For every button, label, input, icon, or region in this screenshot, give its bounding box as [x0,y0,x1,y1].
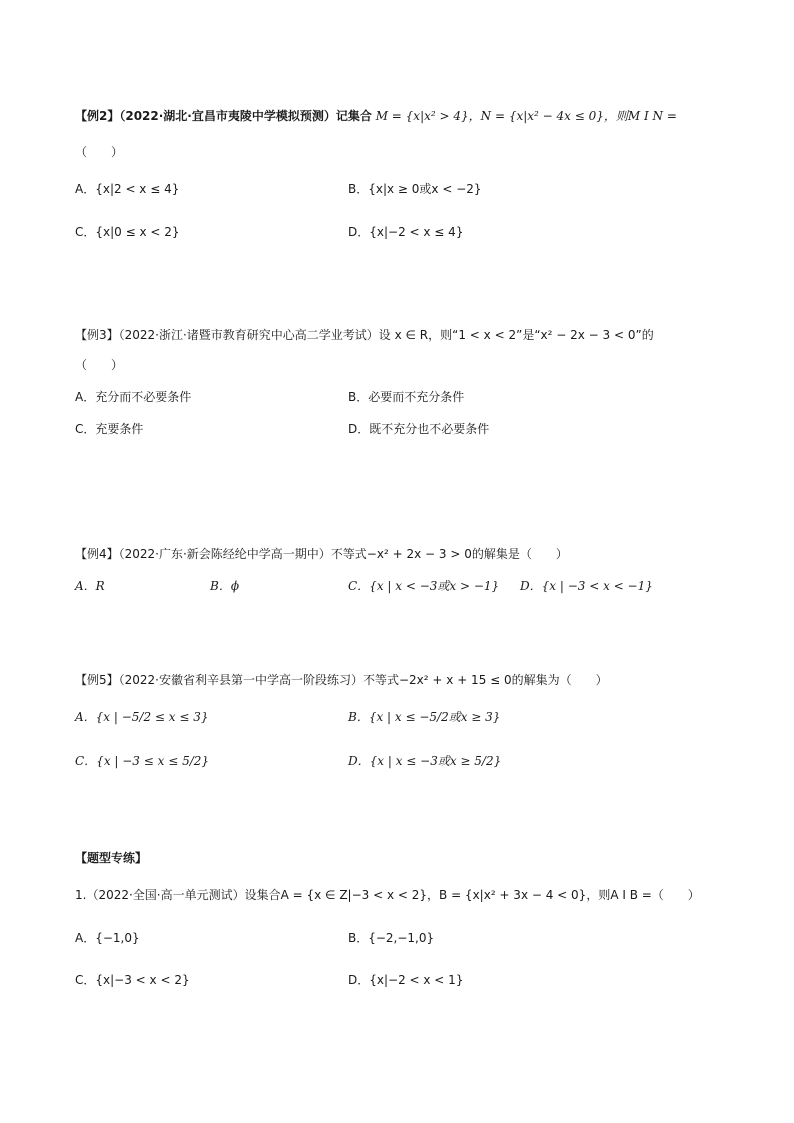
example-3-option-a: A．充分而不必要条件 [75,390,192,404]
example-4-option-c: C．{x | x < −3或x > −1} [348,579,500,593]
example-5-option-a: A．{x | −5/2 ≤ x ≤ 3} [75,710,209,724]
example-4-option-b: B．ϕ [210,579,239,593]
example-3-paren: （ ） [75,358,124,372]
example-2-paren: （ ） [75,145,124,159]
example-2-head: 【例2】（2022·湖北·宜昌市夷陵中学模拟预测）记集合 [75,109,372,123]
example-3-option-b: B．必要而不充分条件 [348,390,465,404]
practice-1-option-a: A．{−1,0} [75,931,140,945]
example-5-stem: 【例5】（2022·安徽省利辛县第一中学高一阶段练习）不等式−2x² + x + 15 ≤ 0的解集为（ ） [75,673,608,687]
example-2-option-b: B．{x|x ≥ 0或x < −2} [348,182,482,196]
example-2-option-d: D．{x|−2 < x ≤ 4} [348,225,464,239]
example-2-option-a: A．{x|2 < x ≤ 4} [75,182,180,196]
practice-1-option-b: B．{−2,−1,0} [348,931,435,945]
practice-question-1: 1.（2022·全国·高一单元测试）设集合A = {x ∈ Z|−3 < x < 2}，B = {x|x² + 3x − 4 < 0}，则A I B =（ ） [75,888,700,902]
example-4-option-d: D．{x | −3 < x < −1} [520,579,653,593]
example-2-expression: M = {x|x² > 4}，N = {x|x² − 4x ≤ 0}，则M I N = [375,109,677,123]
example-4-option-a: A．R [75,579,105,593]
example-3-option-c: C．充要条件 [75,422,144,436]
example-3-option-d: D．既不充分也不必要条件 [348,422,490,436]
example-2-option-c: C．{x|0 ≤ x < 2} [75,225,180,239]
example-2-stem [75,107,677,125]
practice-1-option-c: C．{x|−3 < x < 2} [75,973,190,987]
practice-1-option-d: D．{x|−2 < x < 1} [348,973,464,987]
example-5-option-b: B．{x | x ≤ −5/2或x ≥ 3} [348,710,501,724]
example-5-option-d: D．{x | x ≤ −3或x ≥ 5/2} [348,754,502,768]
example-3-stem: 【例3】（2022·浙江·诸暨市教育研究中心高二学业考试）设 x ∈ R，则“1 < x < 2”是“x² − 2x − 3 < 0”的 [75,328,654,342]
practice-heading: 【题型专练】 [75,851,148,865]
example-4-stem: 【例4】（2022·广东·新会陈经纶中学高一期中）不等式−x² + 2x − 3 > 0的解集是（ ） [75,547,568,561]
example-5-option-c: C．{x | −3 ≤ x ≤ 5/2} [75,754,210,768]
